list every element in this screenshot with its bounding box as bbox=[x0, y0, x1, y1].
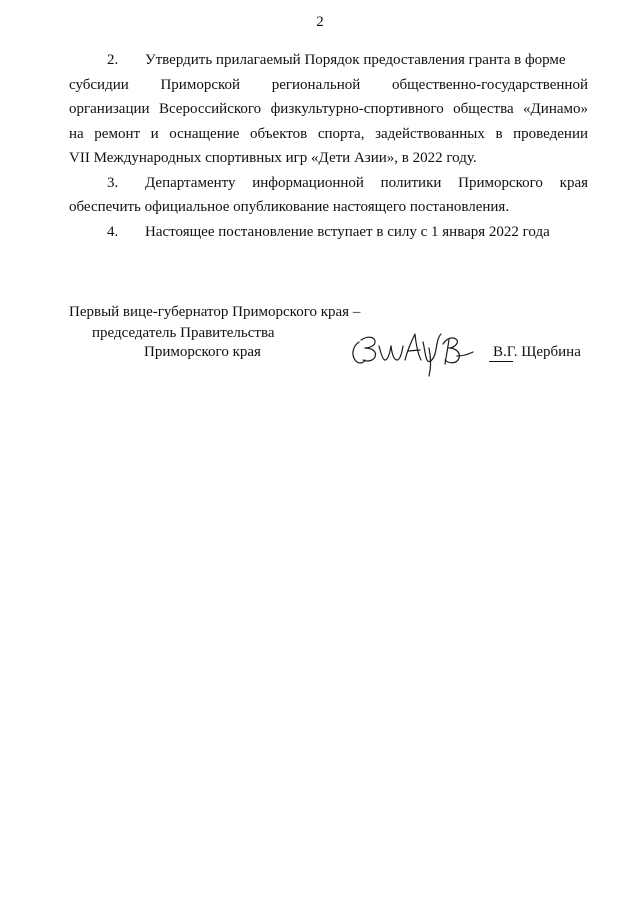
paragraph-2-line bbox=[69, 146, 588, 171]
paragraph-line: субсидии Приморской региональной общественно-государственной bbox=[69, 76, 588, 93]
document-body bbox=[69, 48, 588, 244]
paragraph-2-line bbox=[69, 122, 588, 147]
paragraph-2 bbox=[69, 48, 588, 73]
handwritten-signature-icon bbox=[345, 320, 495, 380]
signer-position-line2: председатель Правительства bbox=[92, 325, 275, 341]
signer-name: В.Г. Щербина bbox=[493, 344, 581, 360]
paragraph-2-line bbox=[69, 73, 588, 98]
signer-position-line1: Первый вице-губернатор Приморского края – bbox=[69, 304, 361, 320]
paragraph-3-line bbox=[69, 195, 588, 220]
paragraph-line: Утвердить прилагаемый Порядок предоставления гранта в форме bbox=[145, 52, 566, 68]
paragraph-number: 3. bbox=[107, 174, 119, 191]
signer-position-line3: Приморского края bbox=[144, 344, 261, 360]
paragraph-line: Настоящее постановление вступает в силу с 1 января 2022 года bbox=[145, 223, 550, 240]
paragraph-line: на ремонт и оснащение объектов спорта, задействованных в проведении bbox=[69, 125, 588, 142]
paragraph-line: обеспечить официальное опубликование настоящего постановления. bbox=[69, 199, 510, 215]
paragraph-4 bbox=[69, 220, 588, 245]
paragraph-2-line bbox=[69, 97, 588, 122]
paragraph-line: VII Международных спортивных игр «Дети Азии», в 2022 году. bbox=[69, 150, 477, 166]
page-number: 2 bbox=[316, 14, 324, 30]
paragraph-line: организации Всероссийского физкультурно-спортивного общества «Динамо» bbox=[69, 101, 588, 117]
paragraph-number: 4. bbox=[107, 223, 119, 240]
paragraph-number: 2. bbox=[107, 52, 119, 68]
paragraph-line: Департаменту информационной политики Приморского края bbox=[145, 174, 588, 191]
paragraph-3 bbox=[69, 171, 588, 196]
